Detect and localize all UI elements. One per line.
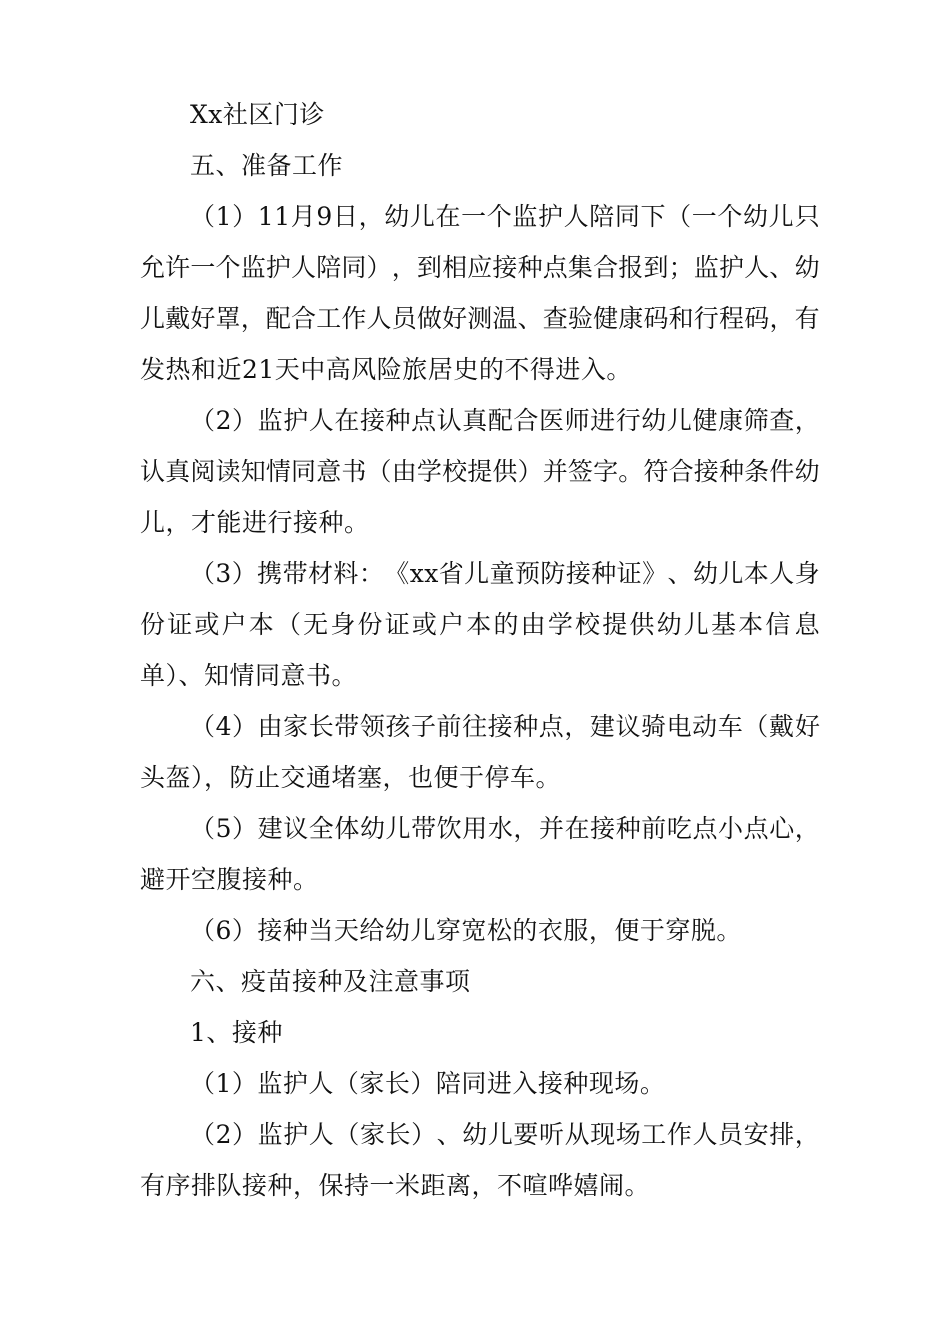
- text-line: （ 2 ） 监 护 人 （ 家 长 ） 、 幼 儿 要 听 从 现 场 工 作 人 员 安 排 ，: [190, 1120, 820, 1149]
- text-line: 允 许 一 个 监 护 人 陪 同 ） ， 到 相 应 接 种 点 集 合 报 到 ； 监 护 人 、 幼: [140, 253, 820, 282]
- text-line: （ 4 ） 由 家 长 带 领 孩 子 前 往 接 种 点 ， 建 议 骑 电 动 车 （ 戴 好: [190, 712, 820, 741]
- text-line: （ 2 ） 监 护 人 在 接 种 点 认 真 配 合 医 师 进 行 幼 儿 健 康 筛 查 ，: [190, 406, 820, 435]
- text-line: （ 3 ） 携 带 材 料 ： 《 x x 省 儿 童 预 防 接 种 证 》 、 幼 儿 本 人 身: [190, 559, 820, 588]
- section-heading: 五、准备工作: [190, 151, 344, 180]
- text-line: 份 证 或 户 本 （ 无 身 份 证 或 户 本 的 由 学 校 提 供 幼 儿 基 本 信 息: [140, 610, 820, 639]
- text-line: 避开空腹接种。: [140, 865, 319, 894]
- section-heading: 六、疫苗接种及注意事项: [190, 967, 471, 996]
- text-line: 头盔），防止交通堵塞，也便于停车。: [140, 763, 562, 792]
- text-line: （1）监护人（家长）陪同进入接种现场。: [190, 1069, 666, 1098]
- text-line: （ 1 ） 1 1 月 9 日 ， 幼 儿 在 一 个 监 护 人 陪 同 下 （ 一 个 幼 儿 只: [190, 202, 820, 231]
- text-line: 儿，才能进行接种。: [140, 508, 370, 537]
- text-line: Xx社区门诊: [190, 100, 325, 129]
- subsection-heading: 1、接种: [190, 1018, 283, 1047]
- text-line: （6）接种当天给幼儿穿宽松的衣服，便于穿脱。: [190, 916, 742, 945]
- text-line: （ 5 ） 建 议 全 体 幼 儿 带 饮 用 水 ， 并 在 接 种 前 吃 点 小 点 心 ，: [190, 814, 820, 843]
- text-line: 有序排队接种，保持一米距离，不喧哗嬉闹。: [140, 1171, 651, 1200]
- text-line: 认 真 阅 读 知 情 同 意 书 （ 由 学 校 提 供 ） 并 签 字 。 符 合 接 种 条 件 幼: [140, 457, 820, 486]
- text-line: 单）、知情同意书。: [140, 661, 358, 690]
- text-line: 发热和近21天中高风险旅居史的不得进入。: [140, 355, 632, 384]
- text-line: 儿 戴 好 罩 ， 配 合 工 作 人 员 做 好 测 温 、 查 验 健 康 码 和 行 程 码 ， 有: [140, 304, 820, 333]
